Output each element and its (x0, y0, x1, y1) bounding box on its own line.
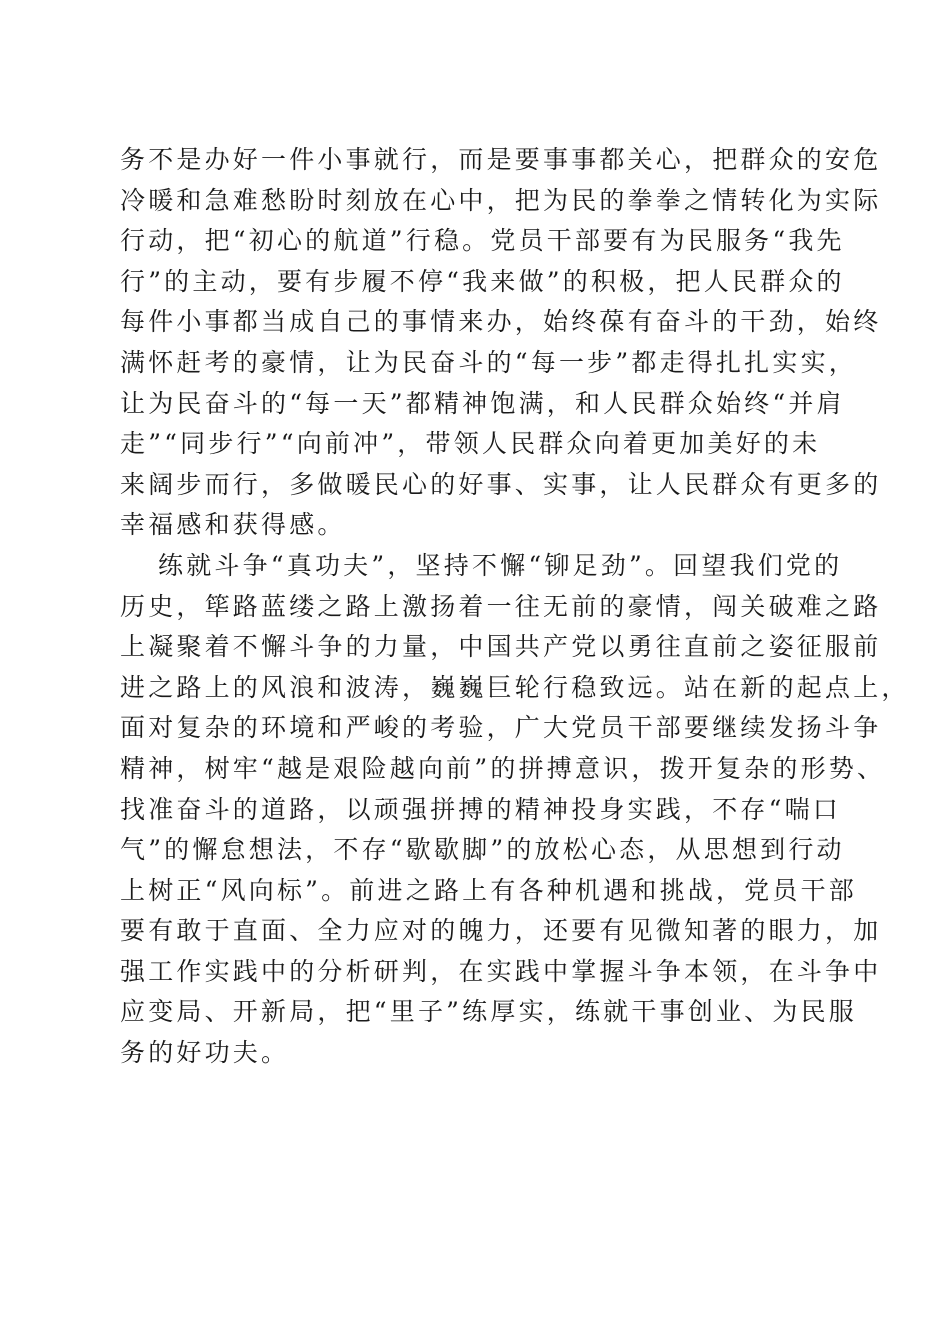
text-line: 走”“同步行”“向前冲”，带领人民群众向着更加美好的未 (120, 429, 821, 459)
text-line: 上树正“风向标”。前进之路上有各种机遇和挑战，党员干部 (120, 875, 857, 905)
text-line: 应变局、开新局，把“里子”练厚实，练就干事创业、为民服 (120, 997, 857, 1027)
text-line: 冷暖和急难愁盼时刻放在心中，把为民的拳拳之情转化为实际 (120, 185, 882, 215)
body-text (120, 140, 910, 1074)
text-line: 精神，树牢“越是艰险越向前”的拼搏意识，拨开复杂的形势、 (120, 753, 886, 783)
text-line: 来阔步而行，多做暖民心的好事、实事，让人民群众有更多的 (120, 469, 882, 499)
paragraph-first-line: 练就斗争“真功夫”，坚持不懈“铆足劲”。回望我们党的 (158, 550, 843, 580)
text-line: 要有敢于直面、全力应对的魄力，还要有见微知著的眼力，加 (120, 916, 882, 946)
text-line: 找准奋斗的道路，以顽强拼搏的精神投身实践，不存“喘口 (120, 794, 841, 824)
text-line: 每件小事都当成自己的事情来办，始终葆有奋斗的干劲，始终 (120, 307, 882, 337)
text-line: 强工作实践中的分析研判，在实践中掌握斗争本领，在斗争中 (120, 956, 882, 986)
text-line: 上凝聚着不懈斗争的力量，中国共产党以勇往直前之姿征服前 (120, 632, 882, 662)
text-line: 行动，把“初心的航道”行稳。党员干部要有为民服务“我先 (120, 226, 845, 256)
text-line: 务不是办好一件小事就行，而是要事事都关心，把群众的安危 (120, 145, 882, 174)
text-line: 让为民奋斗的“每一天”都精神饱满，和人民群众始终“并肩 (120, 388, 845, 418)
text-line: 进之路上的风浪和波涛，巍巍巨轮行稳致远。站在新的起点上， (120, 672, 910, 702)
text-line: 气”的懈怠想法，不存“歇歇脚”的放松心态，从思想到行动 (120, 835, 845, 865)
text-line: 面对复杂的环境和严峻的考验，广大党员干部要继续发扬斗争 (120, 713, 882, 743)
text-line: 行”的主动，要有步履不停“我来做”的积极，把人民群众的 (120, 266, 845, 296)
text-line: 务的好功夫。 (120, 1038, 290, 1068)
text-line: 满怀赶考的豪情，让为民奋斗的“每一步”都走得扎扎实实， (120, 347, 857, 377)
text-line: 幸福感和获得感。 (120, 510, 346, 540)
text-line: 历史，筚路蓝缕之路上激扬着一往无前的豪情，闯关破难之路 (120, 591, 882, 621)
